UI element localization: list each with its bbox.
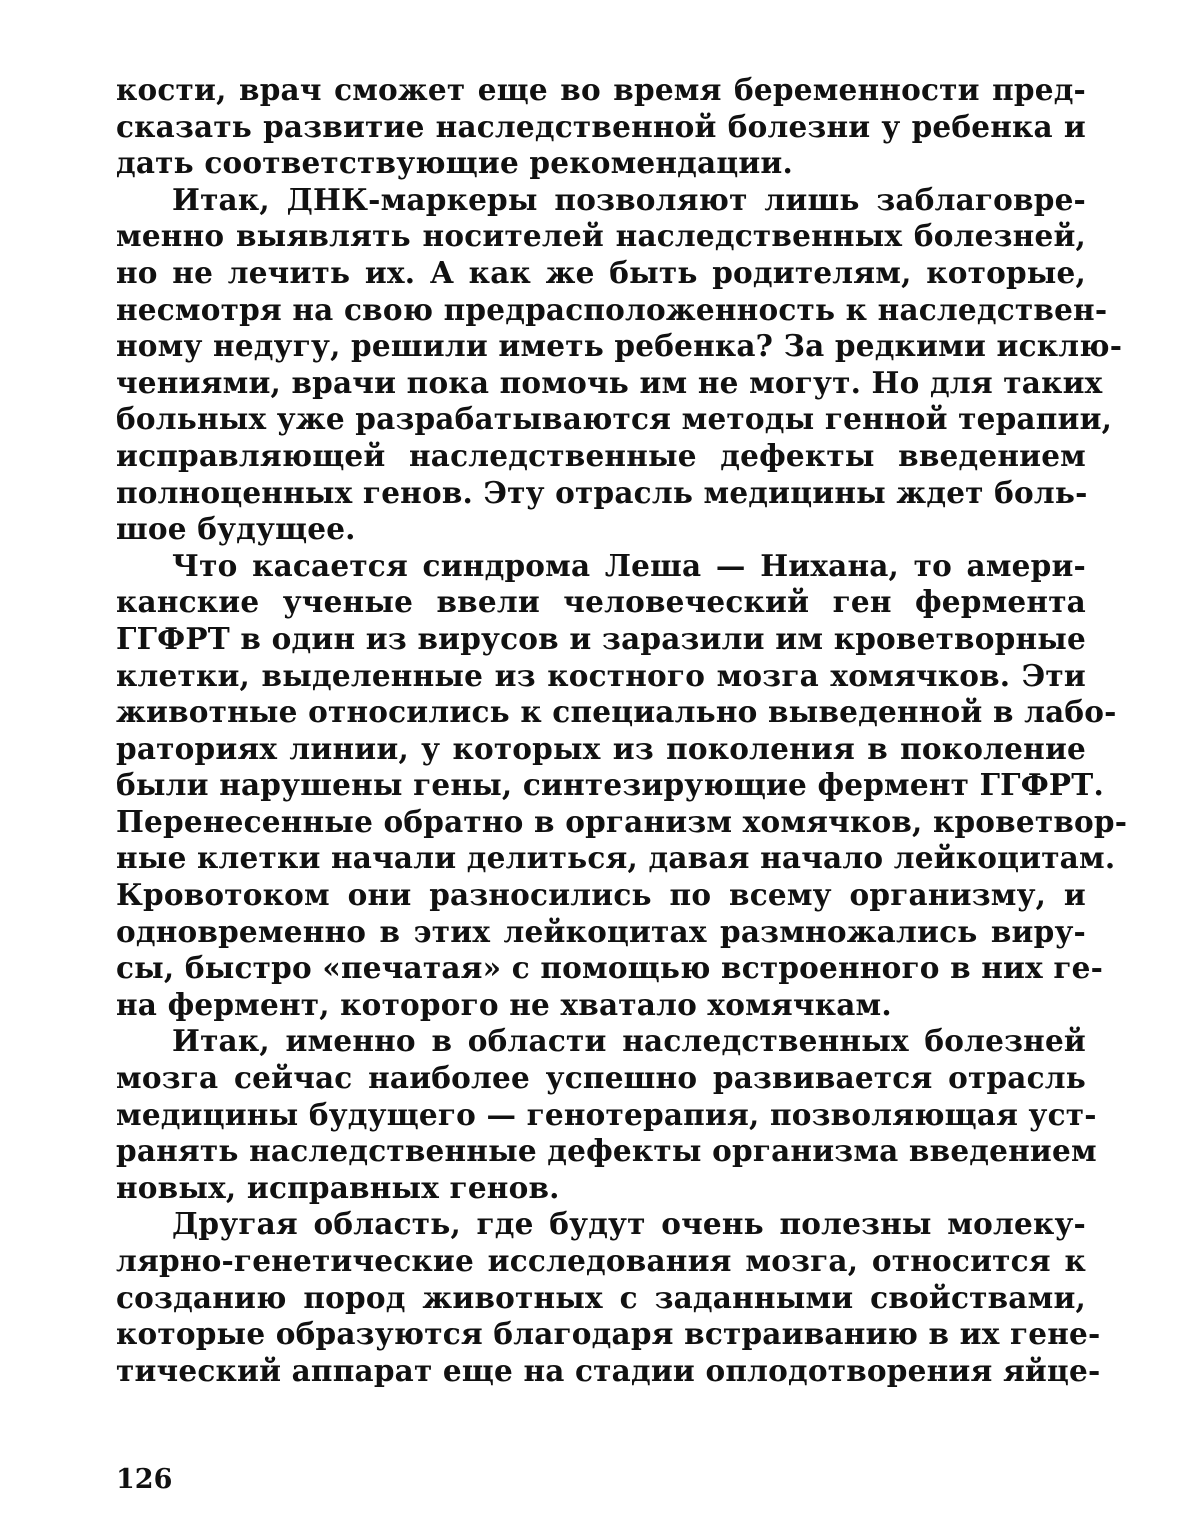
page-text xyxy=(116,72,1128,1389)
text-line: больных уже разрабатываются методы генной терапии, xyxy=(116,401,1113,437)
text-line: исправляющей наследственные дефекты введением xyxy=(116,437,1086,473)
text-line: Другая область, где будут очень полезны молеку- xyxy=(172,1206,1086,1242)
text-line: ранять наследственные дефекты организма введением xyxy=(116,1133,1097,1169)
text-line: ному недугу, решили иметь ребенка? За редкими исклю- xyxy=(116,328,1123,364)
text-line: которые образуются благодаря встраиванию в их гене- xyxy=(116,1316,1101,1352)
text-line: несмотря на свою предрасположенность к наследствен- xyxy=(116,291,1108,327)
text-line: Итак, ДНК-маркеры позволяют лишь заблаговре- xyxy=(172,181,1086,217)
text-line: Перенесенные обратно в организм хомячков, кроветвор- xyxy=(116,803,1128,839)
text-line: ные клетки начали делиться, давая начало лейкоцитам. xyxy=(116,840,1116,876)
text-line: медицины будущего — генотерапия, позволяющая уст- xyxy=(116,1096,1097,1132)
text-line: канские ученые ввели человеческий ген фермента xyxy=(116,584,1086,620)
text-line: дать соответствующие рекомендации. xyxy=(116,145,793,181)
text-line: новых, исправных генов. xyxy=(116,1169,560,1205)
text-line: полноценных генов. Эту отрасль медицины ждет боль- xyxy=(116,474,1088,510)
text-line: тический аппарат еще на стадии оплодотворения яйце- xyxy=(116,1352,1101,1388)
text-line: шое будущее. xyxy=(116,511,356,547)
text-line: раториях линии, у которых из поколения в поколение xyxy=(116,730,1086,766)
text-line: кости, врач сможет еще во время беременности пред- xyxy=(116,72,1086,107)
page-number: 126 xyxy=(116,1464,173,1495)
text-line: созданию пород животных с заданными свойствами, xyxy=(116,1279,1086,1315)
text-line: были нарушены гены, синтезирующие фермент ГГФРТ. xyxy=(116,767,1104,803)
text-line: чениями, врачи пока помочь им не могут. Но для таких xyxy=(116,364,1103,400)
text-line: сы, быстро «печатая» с помощью встроенного в них ге- xyxy=(116,950,1104,986)
text-line: одновременно в этих лейкоцитах размножались виру- xyxy=(116,913,1086,949)
text-line: клетки, выделенные из костного мозга хомячков. Эти xyxy=(116,657,1086,693)
text-line: менно выявлять носителей наследственных болезней, xyxy=(116,218,1086,254)
text-line: Что касается синдрома Леша — Нихана, то амери- xyxy=(172,547,1086,583)
text-line: лярно-генетические исследования мозга, относится к xyxy=(116,1243,1086,1278)
text-line: на фермент, которого не хватало хомячкам. xyxy=(116,986,892,1022)
text-line: Итак, именно в области наследственных болезней xyxy=(172,1023,1086,1059)
text-line: но не лечить их. А как же быть родителям, которые, xyxy=(116,254,1086,290)
text-line: ГГФРТ в один из вирусов и заразили им кроветворные xyxy=(116,620,1086,656)
text-line: Кровотоком они разносились по всему организму, и xyxy=(116,877,1086,913)
text-line: сказать развитие наследственной болезни у ребенка и xyxy=(116,108,1086,144)
text-line: мозга сейчас наиболее успешно развивается отрасль xyxy=(116,1060,1086,1096)
text-line: животные относились к специально выведенной в лабо- xyxy=(116,694,1117,730)
